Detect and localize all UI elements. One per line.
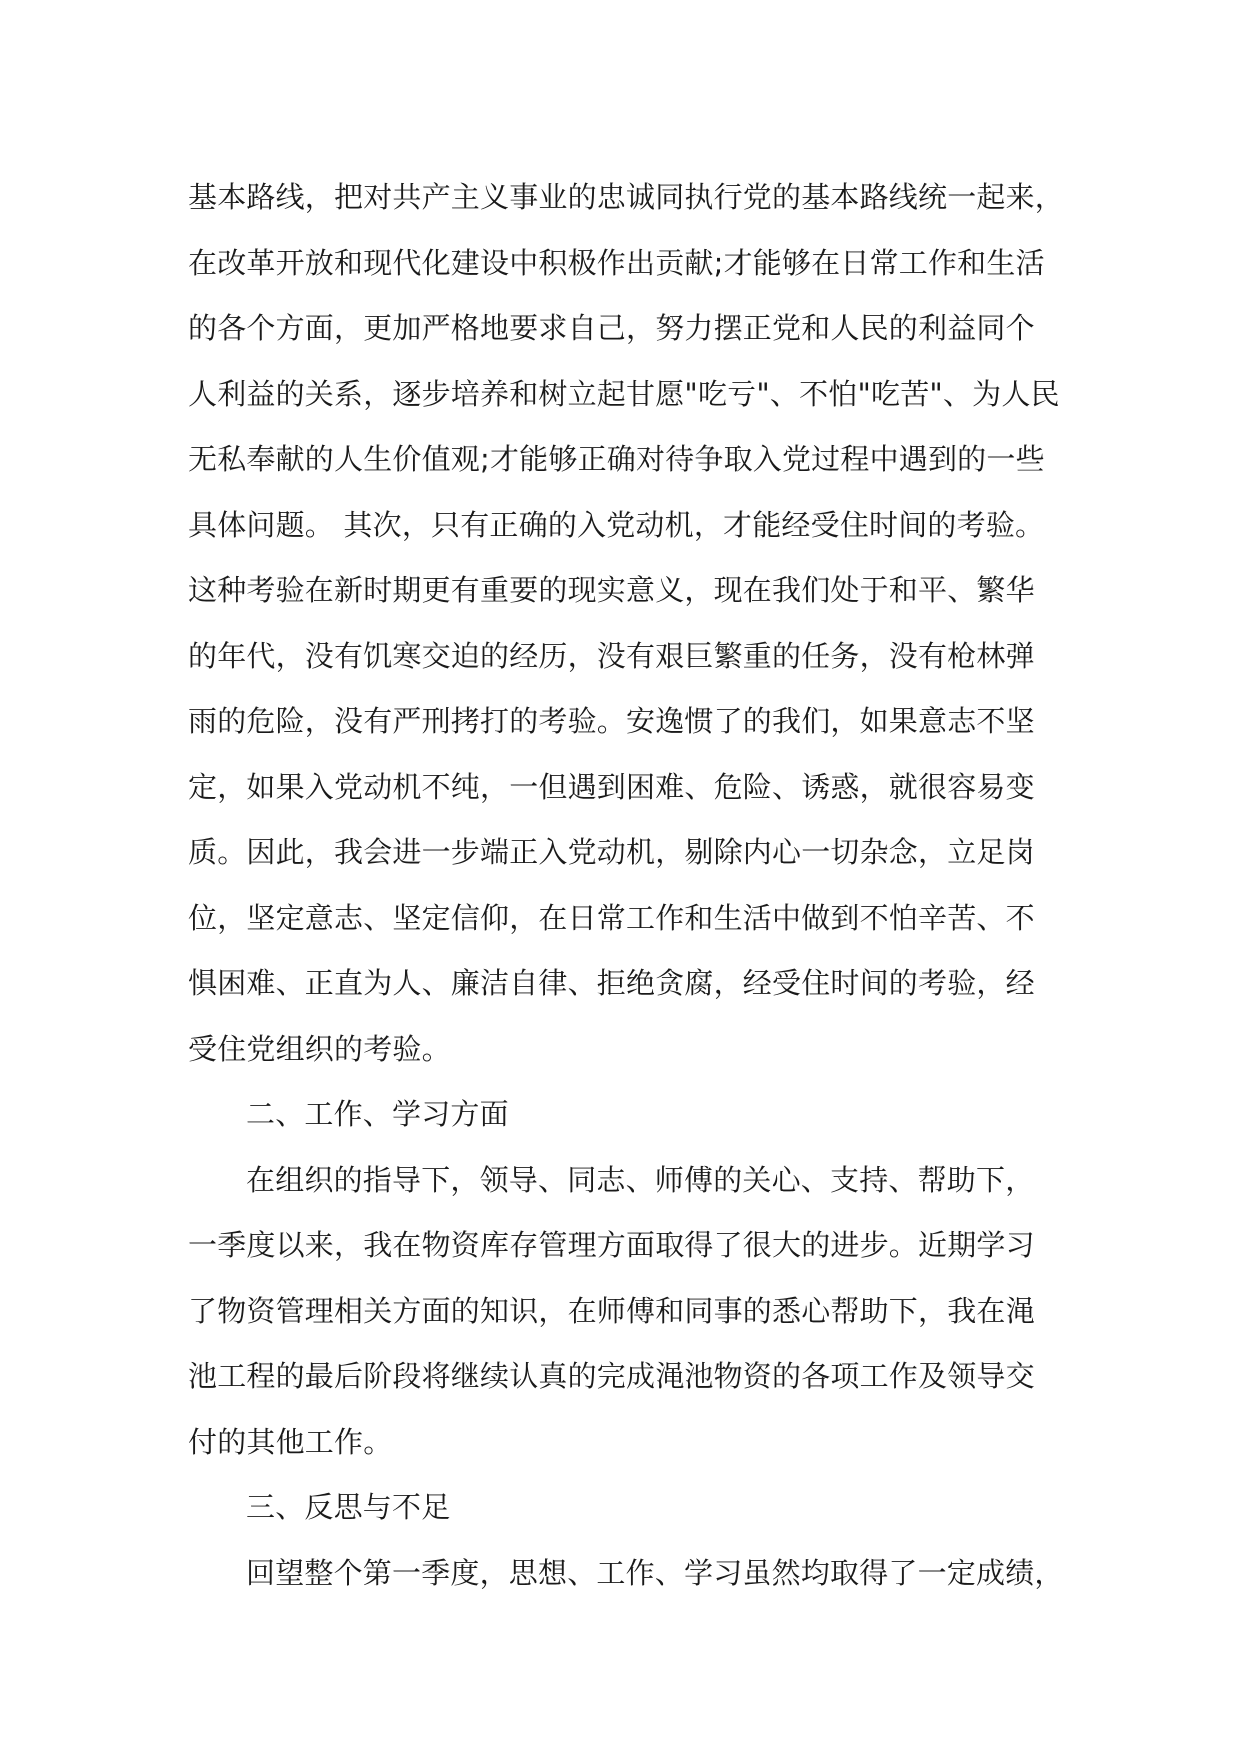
text-line: 人利益的关系，逐步培养和树立起甘愿"吃亏"、不怕"吃苦"、为人民 <box>188 376 1060 411</box>
section-heading: 二、工作、学习方面 <box>246 1097 509 1131</box>
text-line: 在组织的指导下，领导、同志、师傅的关心、支持、帮助下， <box>246 1162 1035 1197</box>
text-line: 质。因此，我会进一步端正入党动机，剔除内心一切杂念，立足岗 <box>188 835 1035 869</box>
text-line: 在改革开放和现代化建设中积极作出贡献;才能够在日常工作和生活 <box>188 245 1045 280</box>
section-heading: 三、反思与不足 <box>246 1490 451 1524</box>
text-line: 的年代，没有饥寒交迫的经历，没有艰巨繁重的任务，没有枪林弹 <box>188 638 1035 673</box>
text-line: 位，坚定意志、坚定信仰，在日常工作和生活中做到不怕辛苦、不 <box>188 900 1035 935</box>
text-line: 池工程的最后阶段将继续认真的完成渑池物资的各项工作及领导交 <box>188 1359 1035 1393</box>
text-line: 了物资管理相关方面的知识，在师傅和同事的悉心帮助下，我在渑 <box>188 1293 1035 1328</box>
text-line: 回望整个第一季度，思想、工作、学习虽然均取得了一定成绩， <box>246 1555 1064 1590</box>
text-line: 雨的危险，没有严刑拷打的考验。安逸惯了的我们，如果意志不坚 <box>188 704 1035 738</box>
text-line: 一季度以来，我在物资库存管理方面取得了很大的进步。近期学习 <box>188 1228 1035 1262</box>
text-line: 的各个方面，更加严格地要求自己，努力摆正党和人民的利益同个 <box>188 311 1035 345</box>
body-text <box>188 165 1068 1606</box>
text-line: 定，如果入党动机不纯，一但遇到困难、危险、诱惑，就很容易变 <box>188 769 1035 804</box>
text-line: 具体问题。 其次，只有正确的入党动机，才能经受住时间的考验。 <box>188 507 1045 542</box>
text-line: 受住党组织的考验。 <box>188 1031 451 1066</box>
text-line: 这种考验在新时期更有重要的现实意义，现在我们处于和平、繁华 <box>188 573 1035 607</box>
text-line: 基本路线，把对共产主义事业的忠诚同执行党的基本路线统一起来， <box>188 180 1065 214</box>
text-line: 无私奉献的人生价值观;才能够正确对待争取入党过程中遇到的一些 <box>188 442 1045 476</box>
text-line: 付的其他工作。 <box>188 1424 393 1459</box>
text-line: 惧困难、正直为人、廉洁自律、拒绝贪腐，经受住时间的考验，经 <box>188 966 1035 1000</box>
